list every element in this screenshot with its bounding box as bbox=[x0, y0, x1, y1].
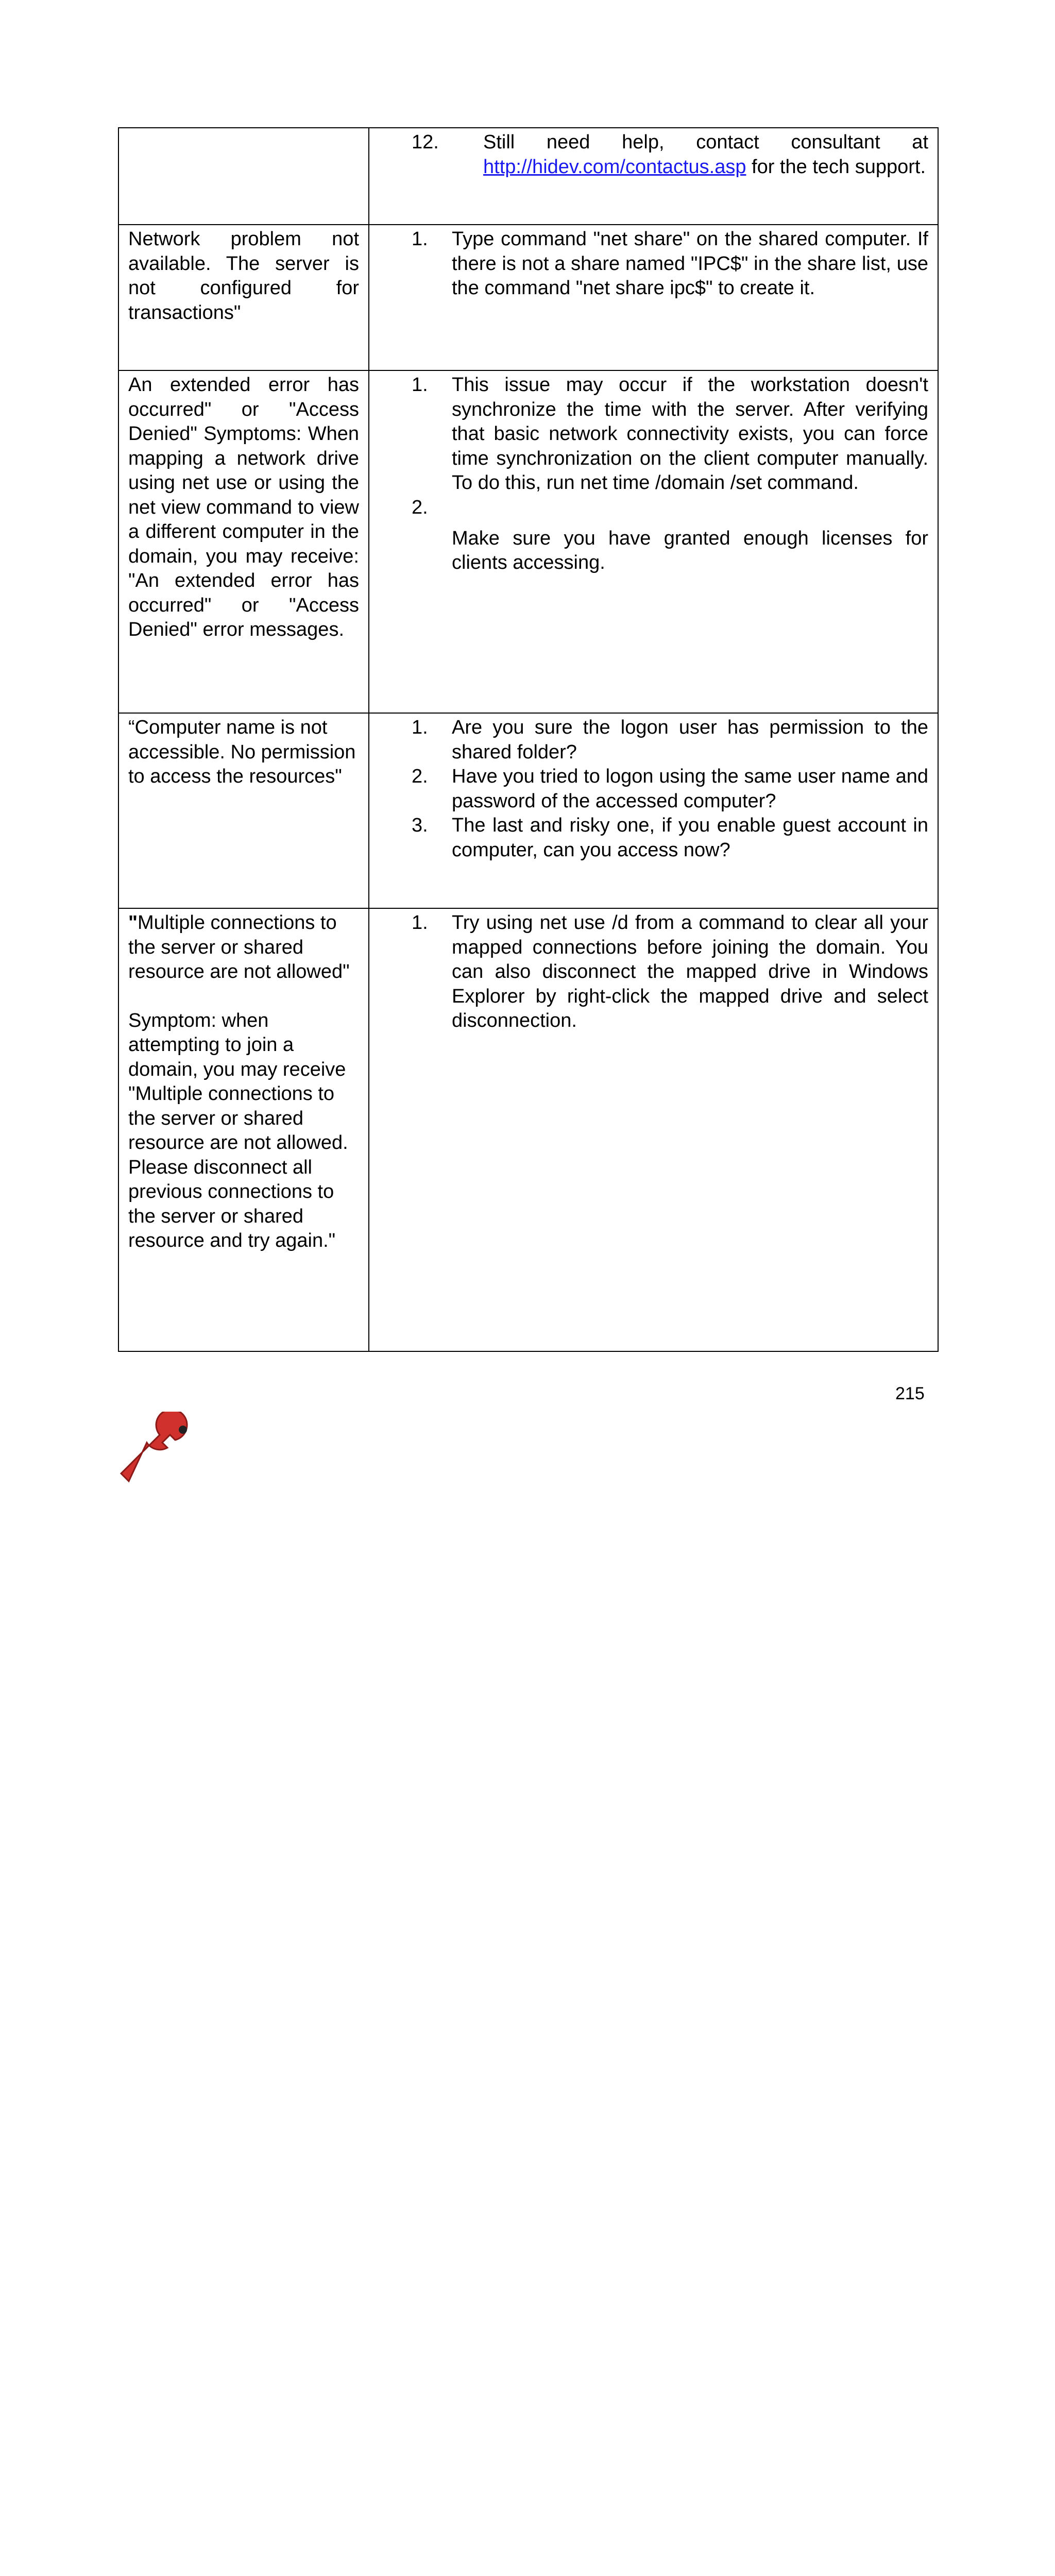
solution-text: Still need help, contact consultant at bbox=[483, 131, 928, 153]
list-number: 12. bbox=[412, 131, 439, 153]
list-item bbox=[379, 373, 928, 496]
list-number: 2. bbox=[412, 496, 428, 518]
opening-quote: " bbox=[128, 912, 138, 934]
solution-cell bbox=[369, 225, 938, 370]
page-number: 215 bbox=[895, 1384, 925, 1403]
solution-text: Are you sure the logon user has permission to the shared folder? bbox=[452, 717, 928, 763]
problem-text: An extended error has occurred" or "Access Denied" Symptoms: When mapping a network drive using net use or using the net view command to view a different computer in the domain, you may receive: "An extended error has occurred" or "Access Denied" error messages. bbox=[128, 374, 359, 640]
list-item bbox=[379, 527, 928, 575]
table-row bbox=[118, 908, 938, 1351]
problem-cell bbox=[118, 128, 369, 225]
list-item bbox=[379, 130, 928, 179]
solution-list bbox=[379, 130, 928, 179]
symptom-text: Symptom: when attempting to join a domain, you may receive "Multiple connections to the server or shared resource are not allowed. Please disconnect all previous connections to the server or shared resource and try again." bbox=[128, 1009, 348, 1251]
list-number: 2. bbox=[412, 766, 428, 787]
list-number: 1. bbox=[412, 374, 428, 396]
problem-cell bbox=[118, 713, 369, 908]
solution-text: for the tech support. bbox=[746, 156, 926, 178]
problem-cell bbox=[118, 370, 369, 713]
problem-text: “Computer name is not accessible. No permission to access the resources" bbox=[128, 717, 356, 787]
solution-list bbox=[379, 716, 928, 862]
list-item bbox=[379, 765, 928, 814]
troubleshooting-table bbox=[118, 127, 939, 1352]
page-footer bbox=[0, 1381, 1055, 1492]
solution-cell bbox=[369, 128, 938, 225]
list-item bbox=[379, 496, 928, 527]
solution-text: Have you tried to logon using the same user name and password of the accessed computer? bbox=[452, 766, 928, 812]
solution-list bbox=[379, 227, 928, 301]
table-row bbox=[118, 370, 938, 713]
problem-text bbox=[128, 911, 359, 985]
list-item bbox=[379, 716, 928, 765]
problem-text: Network problem not available. The server is not configured for transactions" bbox=[128, 228, 359, 324]
solution-cell bbox=[369, 713, 938, 908]
problem-cell bbox=[118, 225, 369, 370]
list-number: 3. bbox=[412, 815, 428, 836]
table-row bbox=[118, 713, 938, 908]
table-row bbox=[118, 128, 938, 225]
list-number: 1. bbox=[412, 717, 428, 738]
solution-text: The last and risky one, if you enable guest account in computer, can you access now? bbox=[452, 815, 928, 861]
wrench-icon bbox=[111, 1412, 193, 1484]
solution-list bbox=[379, 911, 928, 1033]
solution-list bbox=[379, 373, 928, 575]
solution-text: Try using net use /d from a command to clear all your mapped connections before joining the domain. You can also disconnect the mapped drive in Windows Explorer by right-click the mapped drive and select disconnection. bbox=[452, 912, 928, 1031]
solution-cell bbox=[369, 370, 938, 713]
solution-text: Type command "net share" on the shared computer. If there is not a share named "IPC$" in the share list, use the command "net share ipc$" to create it. bbox=[452, 228, 928, 299]
list-number: 1. bbox=[412, 228, 428, 250]
list-item bbox=[379, 227, 928, 301]
problem-title: Multiple connections to the server or shared resource are not allowed" bbox=[128, 912, 350, 982]
contact-link[interactable]: http://hidev.com/contactus.asp bbox=[483, 156, 746, 178]
list-item bbox=[379, 911, 928, 1033]
solution-text: Make sure you have granted enough licenses for clients accessing. bbox=[452, 527, 928, 573]
list-item bbox=[379, 814, 928, 862]
solution-text: This issue may occur if the workstation doesn't synchronize the time with the server. After verifying that basic network connectivity exists, you can force time synchronization on the client computer manually. To do this, run net time /domain /set command. bbox=[452, 374, 928, 494]
table-row bbox=[118, 225, 938, 370]
list-number: 1. bbox=[412, 912, 428, 934]
solution-cell bbox=[369, 908, 938, 1351]
problem-cell bbox=[118, 908, 369, 1351]
